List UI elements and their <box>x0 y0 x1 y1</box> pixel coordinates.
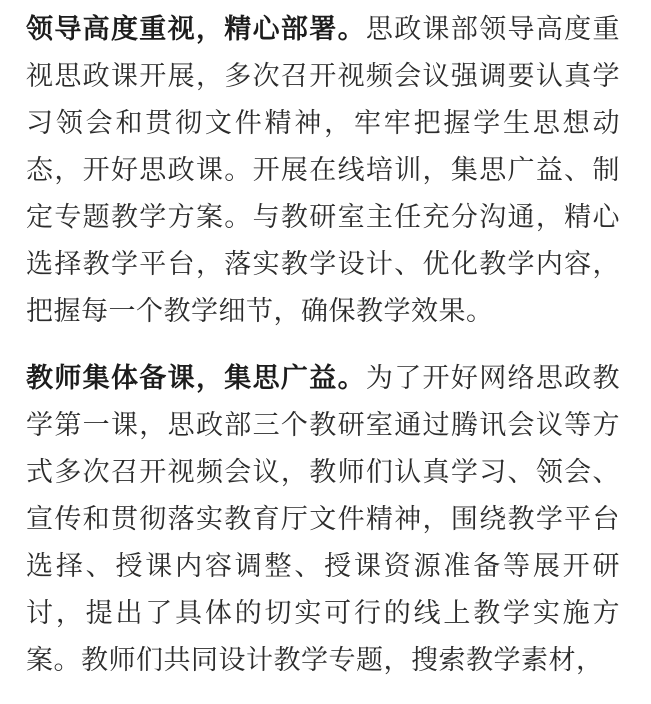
paragraph-body-text: 为了开好网络思政教学第一课，思政部三个教研室通过腾讯会议等方式多次召开视频会议，教师们认真学习、领会、宣传和贯彻落实教育厅文件精神，围绕教学平台选择、授课内容调整、授课资源准备等展开研讨，提出了具体的切实可行的线上教学实施方案。教师们共同设计教学专题，搜索教学素材， <box>26 363 621 676</box>
paragraph-leadership <box>26 6 620 335</box>
paragraph-body-text: 思政课部领导高度重视思政课开展，多次召开视频会议强调要认真学习领会和贯彻文件精神，牢牢把握学生思想动态，开好思政课。开展在线培训，集思广益、制定专题教学方案。与教研室主任充分沟通，精心选择教学平台，落实教学设计、优化教学内容，把握每一个教学细节，确保教学效果。 <box>26 14 621 327</box>
article-body <box>26 6 620 704</box>
paragraph-lead-heading: 领导高度重视，精心部署。 <box>26 14 366 45</box>
paragraph-lead-heading: 教师集体备课，集思广益。 <box>26 363 366 394</box>
paragraph-collective-lesson-prep <box>26 355 620 684</box>
